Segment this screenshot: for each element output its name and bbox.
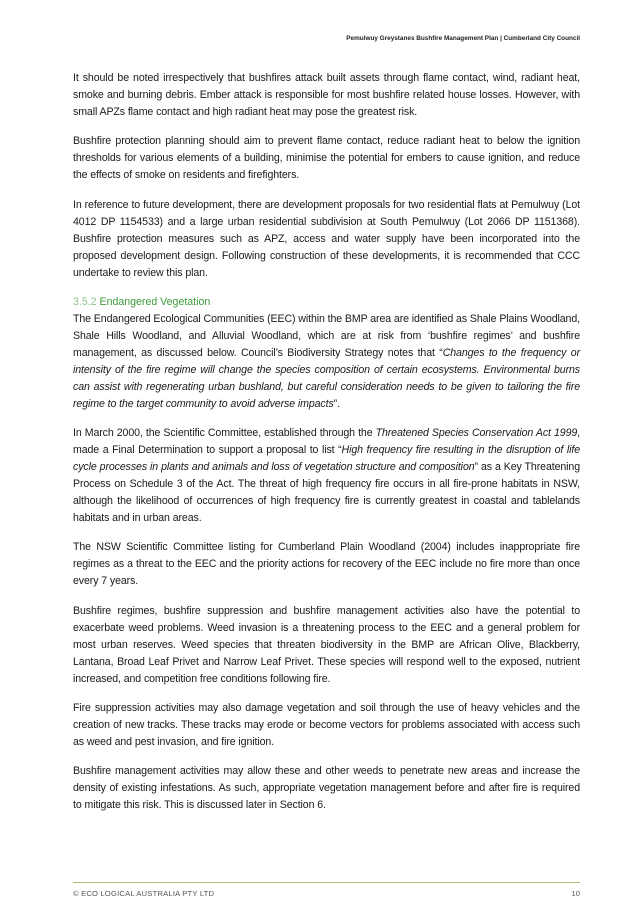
paragraph-protection-planning: Bushfire protection planning should aim to prevent flame contact, reduce radiant heat to below the ignition thresholds for various elements of a building, minimise the potential for embers to cause ignition, and reduce the effects of smoke on residents and firefighters. — [73, 135, 580, 182]
paragraph-eec — [73, 311, 580, 413]
paragraph-eec-text: The Endangered Ecological Communities (EEC) within the BMP area are identified as Shale Plains Woodland, Shale Hills Woodland, and Alluvial Woodland, which are at risk from ‘bushfire regimes’ and bushfire management, as discussed below. Council’s Biodiversity Strategy notes that “ — [73, 312, 580, 359]
paragraph-cumberland-plain: The NSW Scientific Committee listing for Cumberland Plain Woodland (2004) includes inappropriate fire regimes as a threat to the EEC and the priority actions for recovery of the EEC include no fire more than once every 7 years. — [73, 541, 580, 588]
paragraph-future-development: In reference to future development, there are development proposals for two residential flats at Pemulwuy (Lot 4012 DP 1154533) and a large urban residential subdivision at South Pemulwuy (Lot 2066 DP 1151368). Bushfire protection measures such as APZ, access and water supply have been incorporated into the proposed development design. Following construction of these developments, it is recommended that CCC undertake to review this plan. — [73, 198, 580, 279]
act-name: Threatened Species Conservation Act 1999 — [375, 427, 578, 440]
paragraph-weed-problems: Bushfire regimes, bushfire suppression and bushfire management activities also have the potential to exacerbate weed problems. Weed invasion is a threatening process to the EEC and a general problem for most urban reserves. Weed species that threaten biodiversity in the BMP are African Olive, Blackberry, Lantana, Broad Leaf Privet and Narrow Leaf Privet. These species will respond well to the exposed, nutrient increased, and competition free conditions following fire. — [73, 604, 580, 685]
paragraph-sc-text-b: , made a Final Determination to support a proposal to list “ — [73, 427, 581, 457]
section-heading — [73, 294, 580, 311]
footer-divider — [73, 882, 580, 883]
paragraph-sc-text-a: In March 2000, the Scientific Committee, established through the — [73, 427, 376, 440]
paragraph-scientific-committee — [73, 425, 580, 527]
header-org: Cumberland City Council — [503, 35, 580, 42]
paragraph-bushfire-management: Bushfire management activities may allow these and other weeds to penetrate new areas and increase the density of existing infestations. As such, appropriate vegetation management before and after fire is required to mitigate this risk. This is discussed later in Section 6. — [73, 765, 580, 812]
footer-copyright: © ECO LOGICAL AUSTRALIA PTY LTD — [73, 889, 215, 898]
header-title: Pemulwuy Greystanes Bushfire Management Plan — [346, 35, 499, 42]
header-separator: | — [498, 35, 504, 42]
paragraph-fire-suppression: Fire suppression activities may also damage vegetation and soil through the use of heavy vehicles and the creation of new tracks. These tracks may erode or become vectors for problems associated with access such as weed and pest invasion, and fire ignition. — [73, 702, 580, 749]
paragraph-sc-text-c: ” as a Key Threatening Process on Schedule 3 of the Act. The threat of high frequency fire occurs in all fire-prone habitats in NSW, although the likelihood of occurrences of high frequency fire is currently greatest in coastal and tablelands habitats and in urban areas. — [73, 461, 580, 525]
paragraph-eec-end: ”. — [333, 397, 340, 410]
threatening-process-quote: High frequency fire resulting in the disruption of life cycle processes in plants and animals and loss of vegetation structure and composition — [73, 444, 580, 474]
paragraph-bushfire-attack: It should be noted irrespectively that bushfires attack built assets through flame contact, wind, radiant heat, smoke and burning debris. Ember attack is responsible for most bushfire related house losses. However, with small APZs flame contact and high radiant heat may pose the greatest risk. — [73, 72, 580, 118]
section-title: Endangered Vegetation — [99, 295, 211, 308]
section-number: 3.5.2 — [73, 295, 97, 308]
biodiversity-strategy-quote: Changes to the frequency or intensity of the fire regime will change the species composition of certain ecosystems. Environmental burns can assist with regenerating urban bushland, but careful consideration needs to be given to tailoring the fire regime to the target community to avoid adverse impacts — [73, 346, 580, 410]
page-body — [73, 70, 580, 827]
running-header — [346, 35, 580, 42]
page-number: 10 — [571, 889, 580, 898]
